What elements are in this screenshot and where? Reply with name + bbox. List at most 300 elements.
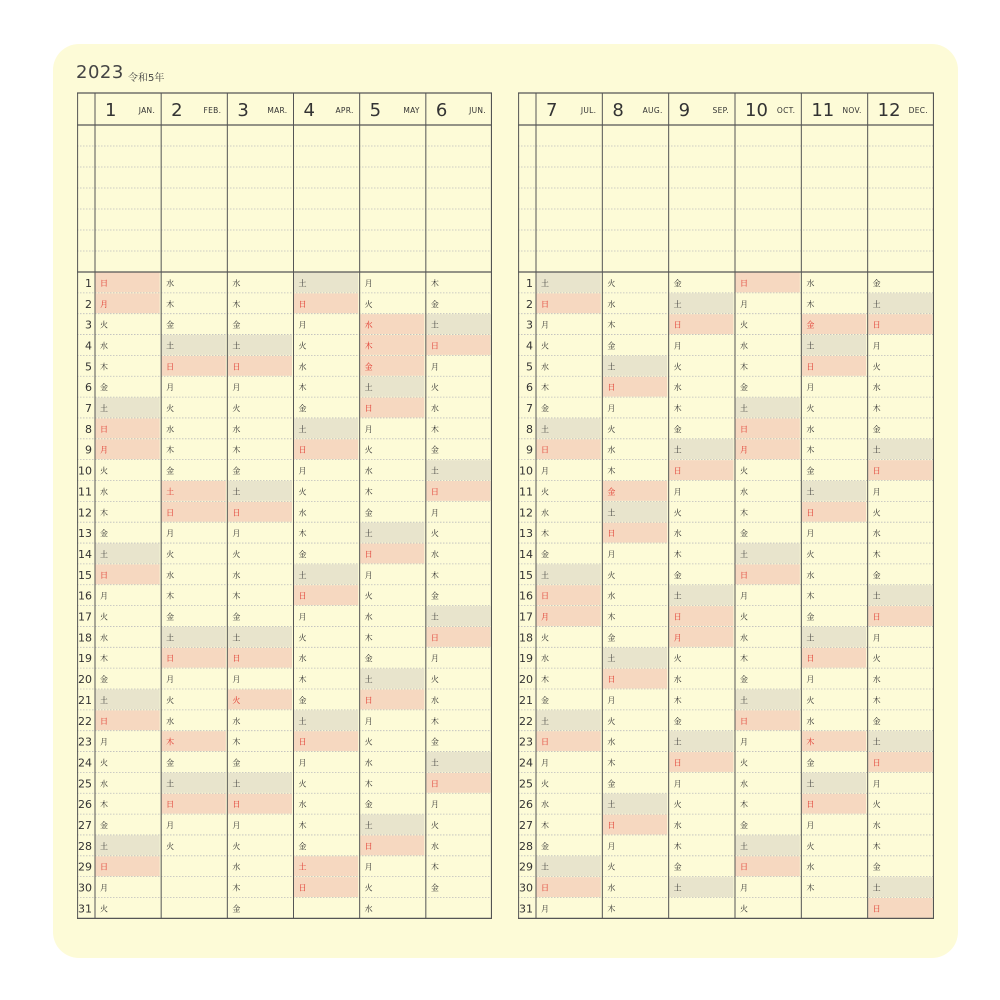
weekday-label: 木 xyxy=(166,445,175,455)
weekday-label: 日 xyxy=(232,508,241,518)
weekday-label: 土 xyxy=(607,508,616,518)
weekday-label: 金 xyxy=(872,862,881,872)
day-number: 31 xyxy=(519,902,533,916)
weekday-label: 金 xyxy=(872,424,881,434)
weekday-label: 金 xyxy=(232,320,241,330)
month-abbrev: JUL. xyxy=(580,106,597,115)
weekday-label: 日 xyxy=(430,779,439,789)
weekday-label: 日 xyxy=(364,404,373,414)
weekday-label: 金 xyxy=(100,529,108,539)
weekday-label: 水 xyxy=(607,299,616,309)
weekday-label: 水 xyxy=(430,404,439,414)
month-abbrev: DEC. xyxy=(908,106,928,115)
day-number: 7 xyxy=(526,402,533,416)
weekday-label: 水 xyxy=(607,737,616,747)
day-number: 4 xyxy=(526,339,533,353)
weekday-label: 水 xyxy=(806,278,815,288)
weekday-label: 火 xyxy=(740,904,748,914)
weekday-label: 水 xyxy=(740,779,748,789)
weekday-label: 土 xyxy=(100,404,108,414)
month-abbrev: MAY xyxy=(403,106,420,115)
weekday-label: 水 xyxy=(607,445,616,455)
weekday-label: 月 xyxy=(232,529,241,539)
weekday-label: 日 xyxy=(232,654,241,664)
day-number: 16 xyxy=(519,589,533,603)
weekday-label: 水 xyxy=(298,654,307,664)
weekday-label: 火 xyxy=(740,466,748,476)
weekday-label: 日 xyxy=(430,633,439,643)
weekday-label: 土 xyxy=(541,424,549,434)
weekday-label: 火 xyxy=(430,821,439,831)
weekday-label: 金 xyxy=(607,487,616,497)
weekday-label: 火 xyxy=(541,341,549,351)
day-number: 7 xyxy=(85,402,92,416)
day-number: 30 xyxy=(519,881,533,895)
day-number: 27 xyxy=(78,819,92,833)
weekday-label: 火 xyxy=(100,758,108,768)
weekday-label: 木 xyxy=(298,675,307,685)
weekday-label: 水 xyxy=(232,862,241,872)
weekday-label: 木 xyxy=(100,508,108,518)
weekday-label: 日 xyxy=(364,549,373,559)
day-number: 28 xyxy=(519,839,533,853)
day-number: 6 xyxy=(526,381,533,395)
weekday-label: 火 xyxy=(166,841,175,851)
weekday-label: 土 xyxy=(232,633,241,643)
day-number: 19 xyxy=(519,652,533,666)
weekday-label: 水 xyxy=(364,320,373,330)
weekday-label: 月 xyxy=(541,612,549,622)
weekday-label: 月 xyxy=(541,904,549,914)
weekday-label: 火 xyxy=(740,758,748,768)
weekday-label: 月 xyxy=(806,675,815,685)
weekday-label: 月 xyxy=(232,675,241,685)
weekday-label: 土 xyxy=(872,883,881,893)
weekday-label: 火 xyxy=(673,362,682,372)
weekday-label: 土 xyxy=(430,466,439,476)
month-abbrev: SEP. xyxy=(712,106,729,115)
weekday-label: 火 xyxy=(541,779,549,789)
weekday-label: 月 xyxy=(541,466,549,476)
weekday-label: 月 xyxy=(100,591,108,601)
weekday-label: 木 xyxy=(166,299,175,309)
weekday-label: 土 xyxy=(541,278,549,288)
weekday-label: 金 xyxy=(872,570,881,580)
weekday-label: 金 xyxy=(430,883,439,893)
weekday-label: 金 xyxy=(364,362,373,372)
weekday-label: 木 xyxy=(806,299,815,309)
weekday-label: 土 xyxy=(806,633,815,643)
weekday-label: 金 xyxy=(364,508,373,518)
day-number: 24 xyxy=(78,756,92,770)
weekday-label: 金 xyxy=(298,695,307,705)
weekday-label: 月 xyxy=(232,821,241,831)
weekday-label: 火 xyxy=(232,404,241,414)
weekday-label: 火 xyxy=(673,800,682,810)
weekday-label: 木 xyxy=(430,570,439,580)
day-number: 12 xyxy=(519,506,533,520)
month-number: 2 xyxy=(171,100,183,121)
weekday-label: 木 xyxy=(607,612,616,622)
weekday-label: 金 xyxy=(232,612,241,622)
weekday-label: 木 xyxy=(232,737,241,747)
weekday-label: 水 xyxy=(872,529,881,539)
day-number: 16 xyxy=(78,589,92,603)
weekday-label: 日 xyxy=(607,383,616,393)
day-number: 11 xyxy=(519,485,533,499)
weekday-label: 月 xyxy=(607,841,616,851)
weekday-label: 月 xyxy=(607,404,616,414)
weekday-label: 日 xyxy=(806,508,815,518)
weekday-label: 土 xyxy=(673,883,682,893)
weekday-label: 土 xyxy=(430,758,439,768)
weekday-label: 土 xyxy=(298,424,307,434)
weekday-label: 火 xyxy=(364,737,373,747)
day-number: 18 xyxy=(78,631,92,645)
weekday-label: 土 xyxy=(806,779,815,789)
weekday-label: 火 xyxy=(740,612,748,622)
weekday-label: 日 xyxy=(673,758,682,768)
weekday-label: 土 xyxy=(232,779,241,789)
weekday-label: 水 xyxy=(430,695,439,705)
day-number: 15 xyxy=(519,568,533,582)
day-number: 21 xyxy=(519,693,533,707)
weekday-label: 木 xyxy=(872,695,881,705)
weekday-label: 木 xyxy=(607,904,616,914)
weekday-label: 金 xyxy=(100,383,108,393)
weekday-label: 火 xyxy=(607,862,616,872)
weekday-label: 木 xyxy=(430,424,439,434)
weekday-label: 火 xyxy=(541,487,549,497)
day-number: 17 xyxy=(78,610,92,624)
weekday-label: 火 xyxy=(100,612,108,622)
weekday-label: 火 xyxy=(298,779,307,789)
half-year-calendar-jul-dec xyxy=(518,92,934,922)
weekday-label: 土 xyxy=(872,591,881,601)
weekday-label: 土 xyxy=(166,341,175,351)
weekday-label: 水 xyxy=(100,341,108,351)
weekday-label: 日 xyxy=(541,883,549,893)
weekday-label: 水 xyxy=(298,508,307,518)
weekday-label: 月 xyxy=(364,278,373,288)
weekday-label: 水 xyxy=(872,383,881,393)
weekday-label: 木 xyxy=(673,841,682,851)
weekday-label: 金 xyxy=(872,716,881,726)
weekday-label: 火 xyxy=(232,549,241,559)
weekday-label: 金 xyxy=(806,758,815,768)
year-label: 2023 xyxy=(76,62,124,83)
weekday-label: 月 xyxy=(673,779,682,789)
weekday-label: 金 xyxy=(364,654,373,664)
day-number: 9 xyxy=(85,443,92,457)
weekday-label: 水 xyxy=(430,549,439,559)
weekday-label: 月 xyxy=(872,779,881,789)
weekday-label: 土 xyxy=(364,383,373,393)
weekday-label: 木 xyxy=(541,675,549,685)
weekday-label: 金 xyxy=(541,549,549,559)
day-number: 4 xyxy=(85,339,92,353)
weekday-label: 火 xyxy=(232,841,241,851)
weekday-label: 火 xyxy=(806,695,815,705)
weekday-label: 水 xyxy=(806,570,815,580)
weekday-label: 土 xyxy=(298,716,307,726)
weekday-label: 月 xyxy=(872,487,881,497)
day-number: 8 xyxy=(526,422,533,436)
weekday-label: 木 xyxy=(740,800,748,810)
weekday-label: 日 xyxy=(364,695,373,705)
month-number: 6 xyxy=(435,100,448,121)
weekday-label: 月 xyxy=(298,466,307,476)
month-abbrev: NOV. xyxy=(842,106,862,115)
weekday-label: 火 xyxy=(364,445,373,455)
day-number: 29 xyxy=(519,860,533,874)
weekday-label: 月 xyxy=(806,383,815,393)
weekday-label: 日 xyxy=(298,299,307,309)
weekday-label: 土 xyxy=(100,549,108,559)
weekday-label: 月 xyxy=(100,445,108,455)
weekday-label: 水 xyxy=(364,466,373,476)
weekday-label: 木 xyxy=(541,821,549,831)
weekday-label: 木 xyxy=(100,362,108,372)
weekday-label: 木 xyxy=(673,404,682,414)
day-number: 26 xyxy=(519,798,533,812)
month-number: 9 xyxy=(678,100,691,121)
weekday-label: 月 xyxy=(430,654,439,664)
weekday-label: 土 xyxy=(673,445,682,455)
weekday-label: 金 xyxy=(673,862,682,872)
weekday-label: 日 xyxy=(298,445,307,455)
weekday-label: 水 xyxy=(673,821,682,831)
weekday-label: 金 xyxy=(806,612,815,622)
weekday-label: 日 xyxy=(100,570,108,580)
weekday-label: 水 xyxy=(232,278,241,288)
weekday-label: 金 xyxy=(232,904,241,914)
weekday-label: 日 xyxy=(607,675,616,685)
weekday-label: 日 xyxy=(872,612,881,622)
weekday-label: 土 xyxy=(607,654,616,664)
weekday-label: 木 xyxy=(541,383,549,393)
weekday-label: 月 xyxy=(740,445,748,455)
weekday-label: 金 xyxy=(364,800,373,810)
weekday-label: 月 xyxy=(740,591,748,601)
month-number: 8 xyxy=(612,100,624,121)
month-number: 7 xyxy=(546,100,558,121)
weekday-label: 金 xyxy=(806,466,815,476)
weekday-label: 火 xyxy=(100,466,108,476)
weekday-label: 木 xyxy=(298,383,307,393)
month-abbrev: JAN. xyxy=(138,106,156,115)
day-number: 2 xyxy=(526,297,533,311)
weekday-label: 月 xyxy=(541,320,549,330)
weekday-label: 日 xyxy=(673,320,682,330)
weekday-label: 日 xyxy=(607,821,616,831)
weekday-label: 水 xyxy=(100,633,108,643)
weekday-label: 水 xyxy=(232,716,241,726)
weekday-label: 火 xyxy=(872,654,881,664)
weekday-label: 日 xyxy=(232,800,241,810)
weekday-label: 月 xyxy=(430,800,439,810)
weekday-label: 日 xyxy=(872,904,881,914)
weekday-label: 月 xyxy=(740,883,748,893)
weekday-label: 月 xyxy=(806,529,815,539)
weekday-label: 土 xyxy=(541,862,549,872)
weekday-label: 木 xyxy=(541,529,549,539)
weekday-label: 木 xyxy=(806,445,815,455)
weekday-label: 日 xyxy=(430,341,439,351)
weekday-label: 日 xyxy=(430,487,439,497)
weekday-label: 土 xyxy=(607,800,616,810)
weekday-label: 木 xyxy=(872,549,881,559)
weekday-label: 土 xyxy=(806,487,815,497)
weekday-label: 土 xyxy=(740,404,748,414)
month-number: 11 xyxy=(811,100,835,121)
weekday-label: 金 xyxy=(673,278,682,288)
calendar-grid xyxy=(77,92,492,922)
weekday-label: 水 xyxy=(166,570,175,580)
day-number: 17 xyxy=(519,610,533,624)
weekday-label: 水 xyxy=(740,633,748,643)
weekday-label: 月 xyxy=(166,383,175,393)
weekday-label: 水 xyxy=(166,716,175,726)
day-number: 13 xyxy=(519,527,533,541)
weekday-label: 金 xyxy=(541,841,549,851)
weekday-label: 土 xyxy=(430,612,439,622)
weekday-label: 火 xyxy=(298,341,307,351)
weekday-label: 木 xyxy=(673,695,682,705)
weekday-label: 土 xyxy=(430,320,439,330)
weekday-label: 日 xyxy=(364,841,373,851)
weekday-label: 月 xyxy=(872,341,881,351)
day-number: 24 xyxy=(519,756,533,770)
weekday-label: 日 xyxy=(232,362,241,372)
day-number: 14 xyxy=(78,547,92,561)
weekday-label: 木 xyxy=(430,278,439,288)
weekday-label: 火 xyxy=(100,904,108,914)
weekday-label: 金 xyxy=(166,466,175,476)
weekday-label: 土 xyxy=(673,299,682,309)
half-year-calendar-jan-jun xyxy=(77,92,492,922)
day-number: 3 xyxy=(526,318,533,332)
weekday-label: 金 xyxy=(607,341,616,351)
weekday-label: 金 xyxy=(673,570,682,580)
weekday-label: 日 xyxy=(166,508,175,518)
weekday-label: 金 xyxy=(232,758,241,768)
weekday-label: 水 xyxy=(166,278,175,288)
weekday-label: 金 xyxy=(166,320,175,330)
weekday-label: 月 xyxy=(100,299,108,309)
day-number: 25 xyxy=(78,777,92,791)
weekday-label: 土 xyxy=(607,362,616,372)
weekday-label: 木 xyxy=(806,737,815,747)
weekday-label: 火 xyxy=(872,800,881,810)
weekday-label: 日 xyxy=(166,654,175,664)
weekday-label: 火 xyxy=(166,549,175,559)
weekday-label: 火 xyxy=(166,404,175,414)
weekday-label: 木 xyxy=(607,320,616,330)
day-number: 12 xyxy=(78,506,92,520)
day-number: 11 xyxy=(78,485,92,499)
weekday-label: 木 xyxy=(364,779,373,789)
weekday-label: 月 xyxy=(806,821,815,831)
weekday-label: 日 xyxy=(806,800,815,810)
day-number: 14 xyxy=(519,547,533,561)
weekday-label: 金 xyxy=(740,529,748,539)
weekday-label: 水 xyxy=(364,904,373,914)
weekday-label: 日 xyxy=(607,529,616,539)
day-number: 9 xyxy=(526,443,533,457)
weekday-label: 火 xyxy=(298,487,307,497)
month-abbrev: JUN. xyxy=(469,106,486,115)
weekday-label: 日 xyxy=(100,862,108,872)
weekday-label: 金 xyxy=(430,591,439,601)
month-abbrev: OCT. xyxy=(776,106,796,115)
weekday-label: 月 xyxy=(364,424,373,434)
weekday-label: 月 xyxy=(166,675,175,685)
day-number: 10 xyxy=(519,464,533,478)
weekday-label: 水 xyxy=(740,487,748,497)
weekday-label: 金 xyxy=(298,549,307,559)
weekday-label: 金 xyxy=(100,821,108,831)
day-number: 2 xyxy=(85,297,92,311)
day-number: 20 xyxy=(78,673,92,687)
weekday-label: 水 xyxy=(673,529,682,539)
weekday-label: 火 xyxy=(364,299,373,309)
weekday-label: 金 xyxy=(430,299,439,309)
weekday-label: 木 xyxy=(872,841,881,851)
weekday-label: 水 xyxy=(364,758,373,768)
weekday-label: 金 xyxy=(541,695,549,705)
month-abbrev: APR. xyxy=(335,106,354,115)
weekday-label: 木 xyxy=(166,591,175,601)
month-abbrev: MAR. xyxy=(267,106,288,115)
day-number: 3 xyxy=(85,318,92,332)
weekday-label: 火 xyxy=(298,633,307,643)
month-abbrev: AUG. xyxy=(642,106,663,115)
weekday-label: 金 xyxy=(673,716,682,726)
day-number: 15 xyxy=(78,568,92,582)
weekday-label: 土 xyxy=(872,737,881,747)
weekday-label: 土 xyxy=(166,779,175,789)
weekday-label: 木 xyxy=(740,654,748,664)
weekday-label: 金 xyxy=(430,445,439,455)
weekday-label: 月 xyxy=(298,320,307,330)
weekday-label: 木 xyxy=(298,529,307,539)
weekday-label: 水 xyxy=(607,591,616,601)
weekday-label: 火 xyxy=(607,716,616,726)
weekday-label: 土 xyxy=(541,570,549,580)
weekday-label: 日 xyxy=(872,758,881,768)
weekday-label: 水 xyxy=(100,487,108,497)
weekday-label: 月 xyxy=(607,695,616,705)
weekday-label: 水 xyxy=(166,424,175,434)
weekday-label: 土 xyxy=(232,487,241,497)
weekday-label: 木 xyxy=(673,549,682,559)
weekday-label: 金 xyxy=(740,675,748,685)
day-number: 1 xyxy=(85,276,92,290)
day-number: 22 xyxy=(519,714,533,728)
weekday-label: 月 xyxy=(298,612,307,622)
weekday-label: 火 xyxy=(430,529,439,539)
weekday-label: 水 xyxy=(872,675,881,685)
weekday-label: 月 xyxy=(430,508,439,518)
weekday-label: 土 xyxy=(298,570,307,580)
month-number: 5 xyxy=(369,100,382,121)
weekday-label: 日 xyxy=(541,737,549,747)
weekday-label: 金 xyxy=(740,383,748,393)
weekday-label: 木 xyxy=(430,862,439,872)
month-number: 4 xyxy=(303,100,315,121)
month-number: 3 xyxy=(237,100,249,121)
